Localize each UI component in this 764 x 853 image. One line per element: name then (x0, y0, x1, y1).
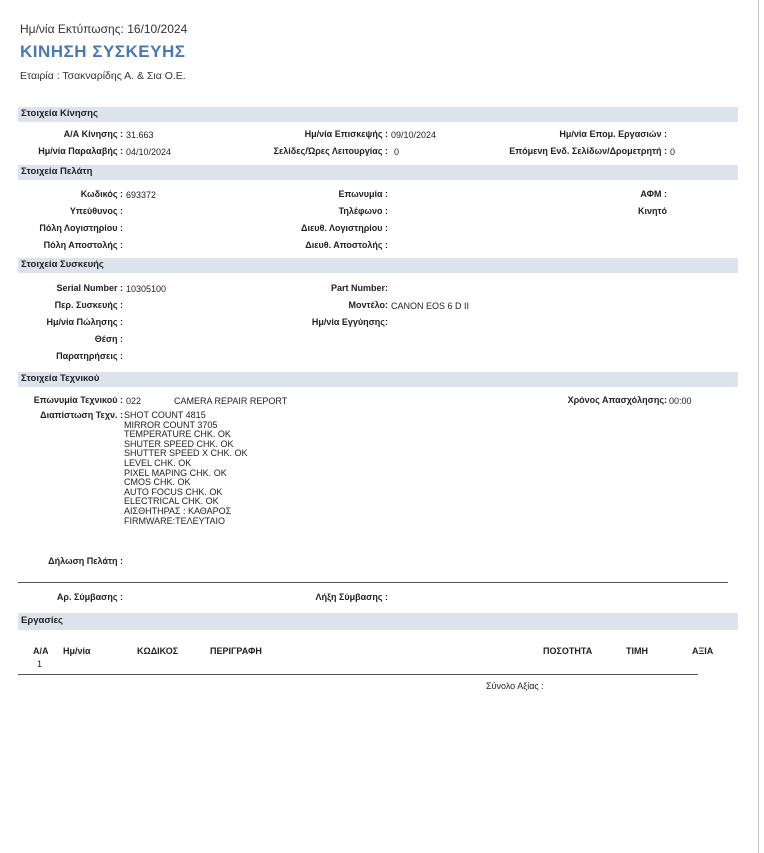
diagnosis-text (124, 411, 248, 526)
col-description: ΠΕΡΙΓΡΑΦΗ (210, 646, 262, 656)
diagnosis-line: LEVEL CHK. OK (124, 457, 192, 468)
page-title: ΚΙΝΗΣΗ ΣΥΣΚΕΥΗΣ (20, 42, 186, 61)
mobile-label: Κινητό (637, 206, 667, 216)
section-movement: Στοιχεία Κίνησης (18, 107, 738, 122)
diagnosis-line: SHUTTER SPEED X CHK. OK (124, 448, 248, 459)
city-accounting-label: Πόλη Λογιστηρίου : (39, 223, 123, 233)
diagnosis-line: FIRMWARE:ΤΕΛΕΥΤΑΙΟ (124, 515, 226, 526)
col-price: ΤΙΜΗ (626, 646, 648, 656)
work-time-value: 00:00 (669, 396, 692, 406)
serial-value: 10305100 (126, 284, 167, 294)
col-value: ΑΞΙΑ (692, 646, 714, 656)
total-value-label: Σύνολο Αξίας : (486, 681, 544, 691)
technician-name-label: Επωνυμία Τεχνικού : (33, 395, 123, 405)
work-row-aa: 1 (37, 659, 43, 669)
diagnosis-line: ELECTRICAL CHK. OK (124, 496, 219, 507)
page-edge-rule (758, 0, 759, 853)
section-technician: Στοιχεία Τεχνικού (18, 372, 738, 387)
city-shipping-label: Πόλη Αποστολής : (43, 240, 123, 250)
contract-expiry-label: Λήξη Σύμβασης : (315, 592, 388, 602)
customer-declaration-label: Δήλωση Πελάτη : (48, 556, 123, 566)
works-divider (18, 674, 698, 675)
diagnosis-line: CMOS CHK. OK (124, 477, 191, 488)
divider (18, 582, 728, 583)
serial-label: Serial Number : (56, 283, 123, 293)
phone-label: Τηλέφωνο : (338, 206, 388, 216)
address-shipping-label: Διευθ. Αποστολής : (305, 240, 388, 250)
col-code: ΚΩΔΙΚΟΣ (137, 646, 179, 656)
report-title: CAMERA REPAIR REPORT (174, 396, 288, 406)
pages-hours-label: Σελίδες/Ώρες Λειτουργίας : (273, 146, 388, 156)
section-device: Στοιχεία Συσκευής (18, 258, 738, 273)
notes-label: Παρατηρήσεις : (56, 351, 123, 361)
col-quantity: ΠΟΣΟΤΗΤΑ (543, 646, 593, 656)
visit-date-label: Ημ/νία Επισκεψής : (304, 129, 388, 139)
sale-date-label: Ημ/νία Πώλησης : (46, 317, 123, 327)
next-work-label: Ημ/νία Επομ. Εργασιών : (559, 129, 667, 139)
customer-name-label: Επωνυμία : (338, 189, 388, 199)
model-value: CANON EOS 6 D II (391, 301, 470, 311)
address-accounting-label: Διευθ. Λογιστηρίου : (301, 223, 388, 233)
next-counter-value: 0 (670, 147, 676, 157)
diagnosis-line: AUTO FOCUS CHK. OK (124, 486, 223, 497)
receive-date-label: Ημ/νία Παραλαβής : (38, 146, 123, 156)
visit-date-value: 09/10/2024 (391, 130, 437, 140)
diagnosis-line: PIXEL MAPING CHK. OK (124, 467, 227, 478)
model-label: Μοντέλο: (348, 300, 388, 310)
diagnosis-line: ΑΙΣΘΗΤΗΡΑΣ : ΚΑΘΑΡΟΣ (124, 505, 232, 516)
col-date: Ημ/νία (63, 646, 91, 656)
section-customer: Στοιχεία Πελάτη (18, 165, 738, 180)
diagnosis-label: Διαπίστωση Τεχν. : (40, 410, 123, 420)
position-label: Θέση : (94, 334, 123, 344)
next-counter-label: Επόμενη Ενδ. Σελίδων/Δρομετρητή : (509, 146, 667, 156)
pages-hours-value: 0 (394, 147, 400, 157)
diagnosis-line: MIRROR COUNT 3705 (124, 419, 218, 430)
receive-date-value: 04/10/2024 (126, 147, 172, 157)
col-aa: Α/Α (33, 646, 49, 656)
movement-aa-value: 31.663 (126, 130, 154, 140)
company-line: Εταιρία : Τσακναρίδης Α. & Σια Ο.Ε. (20, 70, 186, 82)
customer-code-value: 693372 (126, 190, 157, 200)
technician-code-value: 022 (126, 396, 142, 406)
customer-code-label: Κωδικός : (80, 189, 123, 199)
section-works: Εργασίες (18, 613, 738, 630)
responsible-label: Υπεύθυνος : (69, 206, 123, 216)
print-date: Ημ/νία Εκτύπωσης: 16/10/2024 (20, 22, 188, 36)
diagnosis-line: SHOT COUNT 4815 (124, 410, 206, 420)
part-number-label: Part Number: (330, 283, 388, 293)
device-desc-label: Περ. Συσκευής : (54, 300, 123, 310)
contract-number-label: Αρ. Σύμβασης : (56, 592, 123, 602)
warranty-date-label: Ημ/νία Εγγύησης: (311, 317, 388, 327)
diagnosis-line: SHUTER SPEED CHK. OK (124, 438, 234, 449)
work-time-label: Χρόνος Απασχόλησης: (567, 395, 667, 405)
movement-aa-label: Α/Α Κίνησης : (63, 129, 123, 139)
customer-afm-label: ΑΦΜ : (640, 189, 667, 199)
diagnosis-line: TEMPERATURE CHK. OK (124, 429, 231, 440)
